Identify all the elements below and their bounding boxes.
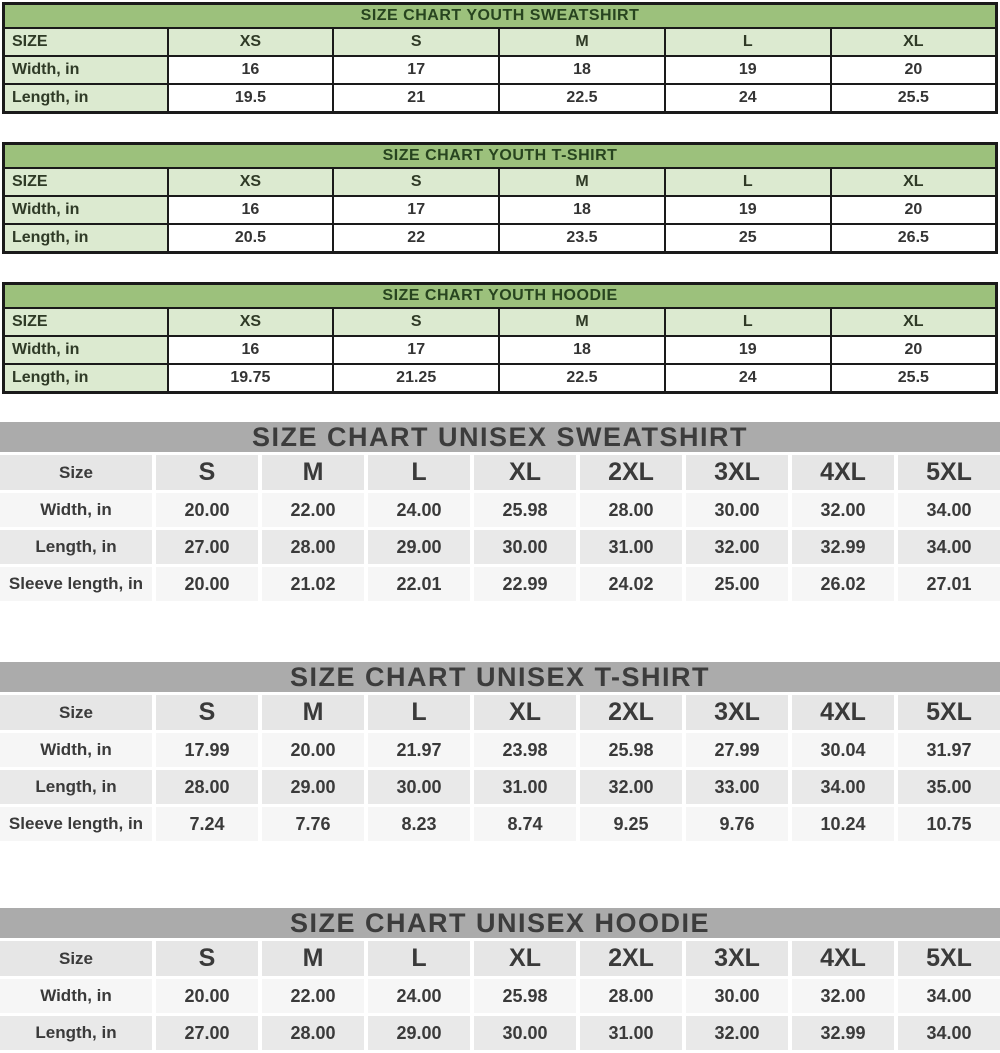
- measurement-value: 20: [831, 336, 997, 364]
- size-column-header: 3XL: [686, 695, 788, 730]
- unisex-size-chart-table-0: [0, 452, 1000, 604]
- measurement-row: [0, 733, 1000, 767]
- measurement-value: 9.25: [580, 807, 682, 841]
- measurement-value: 32.00: [792, 979, 894, 1013]
- measurement-value: 35.00: [898, 770, 1000, 804]
- measurement-value: 7.24: [156, 807, 258, 841]
- measurement-row: [4, 336, 997, 364]
- measurement-label: Width, in: [0, 493, 152, 527]
- measurement-value: 23.98: [474, 733, 576, 767]
- size-column-header: L: [368, 941, 470, 976]
- measurement-value: 22.00: [262, 493, 364, 527]
- size-column-header: S: [156, 941, 258, 976]
- measurement-value: 32.00: [686, 530, 788, 564]
- table-title: SIZE CHART UNISEX T-SHIRT: [0, 662, 1000, 692]
- measurement-label: Width, in: [0, 733, 152, 767]
- measurement-value: 22: [333, 224, 499, 253]
- measurement-value: 16: [168, 196, 334, 224]
- measurement-label: Length, in: [4, 364, 168, 393]
- size-column-header: L: [665, 308, 831, 336]
- column-header-row: [4, 168, 997, 196]
- size-column-header: M: [499, 168, 665, 196]
- measurement-value: 25.98: [580, 733, 682, 767]
- measurement-value: 31.97: [898, 733, 1000, 767]
- size-header-label: SIZE: [4, 28, 168, 56]
- measurement-value: 21.02: [262, 567, 364, 601]
- measurement-value: 18: [499, 196, 665, 224]
- size-column-header: M: [262, 695, 364, 730]
- measurement-value: 10.75: [898, 807, 1000, 841]
- measurement-value: 34.00: [898, 493, 1000, 527]
- size-header-label: Size: [0, 695, 152, 730]
- measurement-value: 20.00: [156, 567, 258, 601]
- size-column-header: XL: [474, 941, 576, 976]
- table-title-row: [4, 4, 997, 29]
- measurement-value: 20.00: [156, 493, 258, 527]
- measurement-value: 31.00: [580, 530, 682, 564]
- table-title: SIZE CHART YOUTH HOODIE: [4, 284, 997, 309]
- table-title-row: [4, 284, 997, 309]
- measurement-value: 24: [665, 84, 831, 113]
- measurement-label: Length, in: [0, 770, 152, 804]
- measurement-row: [4, 56, 997, 84]
- measurement-value: 10.24: [792, 807, 894, 841]
- youth-size-chart-table-2: [2, 282, 998, 394]
- measurement-value: 32.00: [686, 1016, 788, 1050]
- measurement-value: 16: [168, 56, 334, 84]
- size-column-header: XL: [474, 695, 576, 730]
- size-column-header: 3XL: [686, 455, 788, 490]
- measurement-value: 25.00: [686, 567, 788, 601]
- measurement-value: 25.5: [831, 364, 997, 393]
- size-header-label: Size: [0, 941, 152, 976]
- column-header-row: [0, 695, 1000, 730]
- measurement-value: 18: [499, 336, 665, 364]
- unisex-size-chart: [0, 422, 1000, 604]
- measurement-value: 8.23: [368, 807, 470, 841]
- size-column-header: S: [333, 28, 499, 56]
- measurement-row: [0, 493, 1000, 527]
- measurement-value: 29.00: [368, 530, 470, 564]
- measurement-value: 30.00: [686, 493, 788, 527]
- size-column-header: S: [156, 455, 258, 490]
- measurement-value: 25.98: [474, 493, 576, 527]
- unisex-size-chart: [0, 908, 1000, 1053]
- measurement-value: 31.00: [580, 1016, 682, 1050]
- size-column-header: M: [499, 308, 665, 336]
- measurement-value: 24: [665, 364, 831, 393]
- measurement-value: 19: [665, 336, 831, 364]
- column-header-row: [0, 455, 1000, 490]
- measurement-value: 22.5: [499, 84, 665, 113]
- measurement-value: 20: [831, 196, 997, 224]
- measurement-value: 24.00: [368, 493, 470, 527]
- table-title: SIZE CHART UNISEX SWEATSHIRT: [0, 422, 1000, 452]
- measurement-label: Length, in: [4, 224, 168, 253]
- size-column-header: 3XL: [686, 941, 788, 976]
- measurement-row: [0, 807, 1000, 841]
- youth-size-chart-table-0: [2, 2, 998, 114]
- unisex-size-chart: [0, 662, 1000, 844]
- measurement-label: Width, in: [4, 196, 168, 224]
- size-column-header: L: [368, 455, 470, 490]
- measurement-value: 9.76: [686, 807, 788, 841]
- size-column-header: S: [156, 695, 258, 730]
- size-column-header: L: [665, 168, 831, 196]
- measurement-value: 22.99: [474, 567, 576, 601]
- size-column-header: M: [499, 28, 665, 56]
- measurement-value: 30.00: [474, 530, 576, 564]
- measurement-value: 17.99: [156, 733, 258, 767]
- measurement-value: 24.00: [368, 979, 470, 1013]
- measurement-value: 20.00: [156, 979, 258, 1013]
- measurement-row: [0, 979, 1000, 1013]
- size-column-header: XL: [831, 28, 997, 56]
- size-column-header: 5XL: [898, 455, 1000, 490]
- size-column-header: XS: [168, 28, 334, 56]
- table-title: SIZE CHART YOUTH SWEATSHIRT: [4, 4, 997, 29]
- measurement-value: 21: [333, 84, 499, 113]
- measurement-value: 19.75: [168, 364, 334, 393]
- measurement-value: 22.00: [262, 979, 364, 1013]
- measurement-value: 22.5: [499, 364, 665, 393]
- size-column-header: 2XL: [580, 695, 682, 730]
- measurement-value: 27.99: [686, 733, 788, 767]
- size-column-header: 4XL: [792, 695, 894, 730]
- measurement-label: Width, in: [4, 336, 168, 364]
- measurement-value: 28.00: [156, 770, 258, 804]
- size-column-header: 4XL: [792, 455, 894, 490]
- size-column-header: 2XL: [580, 455, 682, 490]
- measurement-row: [0, 770, 1000, 804]
- measurement-row: [0, 530, 1000, 564]
- size-column-header: XS: [168, 308, 334, 336]
- measurement-value: 34.00: [898, 530, 1000, 564]
- measurement-value: 20: [831, 56, 997, 84]
- measurement-value: 27.01: [898, 567, 1000, 601]
- measurement-value: 30.00: [368, 770, 470, 804]
- size-column-header: L: [368, 695, 470, 730]
- measurement-value: 28.00: [262, 1016, 364, 1050]
- size-column-header: XL: [831, 168, 997, 196]
- measurement-value: 22.01: [368, 567, 470, 601]
- measurement-value: 20.00: [262, 733, 364, 767]
- measurement-label: Sleeve length, in: [0, 567, 152, 601]
- measurement-value: 26.02: [792, 567, 894, 601]
- measurement-value: 18: [499, 56, 665, 84]
- table-title: SIZE CHART UNISEX HOODIE: [0, 908, 1000, 938]
- measurement-value: 32.00: [580, 770, 682, 804]
- measurement-label: Width, in: [0, 979, 152, 1013]
- measurement-row: [0, 567, 1000, 601]
- size-header-label: Size: [0, 455, 152, 490]
- size-column-header: XL: [474, 455, 576, 490]
- measurement-row: [0, 1016, 1000, 1050]
- unisex-size-chart-table-1: [0, 692, 1000, 844]
- measurement-value: 26.5: [831, 224, 997, 253]
- measurement-row: [4, 224, 997, 253]
- measurement-label: Length, in: [0, 1016, 152, 1050]
- size-header-label: SIZE: [4, 308, 168, 336]
- measurement-value: 34.00: [792, 770, 894, 804]
- measurement-value: 7.76: [262, 807, 364, 841]
- measurement-value: 27.00: [156, 1016, 258, 1050]
- measurement-value: 31.00: [474, 770, 576, 804]
- measurement-value: 28.00: [262, 530, 364, 564]
- measurement-value: 24.02: [580, 567, 682, 601]
- measurement-value: 32.99: [792, 1016, 894, 1050]
- measurement-value: 33.00: [686, 770, 788, 804]
- measurement-value: 8.74: [474, 807, 576, 841]
- size-column-header: 4XL: [792, 941, 894, 976]
- measurement-value: 21.25: [333, 364, 499, 393]
- size-column-header: 2XL: [580, 941, 682, 976]
- measurement-value: 17: [333, 336, 499, 364]
- size-column-header: XS: [168, 168, 334, 196]
- measurement-value: 29.00: [262, 770, 364, 804]
- measurement-label: Sleeve length, in: [0, 807, 152, 841]
- measurement-value: 34.00: [898, 1016, 1000, 1050]
- measurement-value: 30.00: [686, 979, 788, 1013]
- size-column-header: L: [665, 28, 831, 56]
- measurement-value: 21.97: [368, 733, 470, 767]
- youth-size-chart-table-1: [2, 142, 998, 254]
- measurement-value: 19.5: [168, 84, 334, 113]
- unisex-size-chart-table-2: [0, 938, 1000, 1053]
- youth-size-charts-section: [0, 0, 1000, 394]
- measurement-value: 23.5: [499, 224, 665, 253]
- measurement-value: 28.00: [580, 493, 682, 527]
- measurement-value: 28.00: [580, 979, 682, 1013]
- measurement-row: [4, 196, 997, 224]
- size-column-header: S: [333, 168, 499, 196]
- size-column-header: 5XL: [898, 695, 1000, 730]
- measurement-value: 25: [665, 224, 831, 253]
- unisex-size-charts-section: [0, 422, 1000, 1053]
- size-column-header: M: [262, 455, 364, 490]
- measurement-label: Width, in: [4, 56, 168, 84]
- column-header-row: [4, 308, 997, 336]
- measurement-row: [4, 84, 997, 113]
- measurement-value: 19: [665, 196, 831, 224]
- measurement-value: 32.00: [792, 493, 894, 527]
- measurement-value: 34.00: [898, 979, 1000, 1013]
- measurement-value: 25.5: [831, 84, 997, 113]
- table-title: SIZE CHART YOUTH T-SHIRT: [4, 144, 997, 169]
- measurement-value: 30.04: [792, 733, 894, 767]
- measurement-value: 30.00: [474, 1016, 576, 1050]
- measurement-value: 17: [333, 56, 499, 84]
- measurement-label: Length, in: [4, 84, 168, 113]
- measurement-value: 17: [333, 196, 499, 224]
- measurement-label: Length, in: [0, 530, 152, 564]
- measurement-value: 29.00: [368, 1016, 470, 1050]
- measurement-value: 20.5: [168, 224, 334, 253]
- column-header-row: [0, 941, 1000, 976]
- size-column-header: S: [333, 308, 499, 336]
- measurement-value: 25.98: [474, 979, 576, 1013]
- measurement-row: [4, 364, 997, 393]
- column-header-row: [4, 28, 997, 56]
- measurement-value: 19: [665, 56, 831, 84]
- table-title-row: [4, 144, 997, 169]
- size-column-header: M: [262, 941, 364, 976]
- size-column-header: 5XL: [898, 941, 1000, 976]
- measurement-value: 32.99: [792, 530, 894, 564]
- size-header-label: SIZE: [4, 168, 168, 196]
- measurement-value: 27.00: [156, 530, 258, 564]
- measurement-value: 16: [168, 336, 334, 364]
- size-column-header: XL: [831, 308, 997, 336]
